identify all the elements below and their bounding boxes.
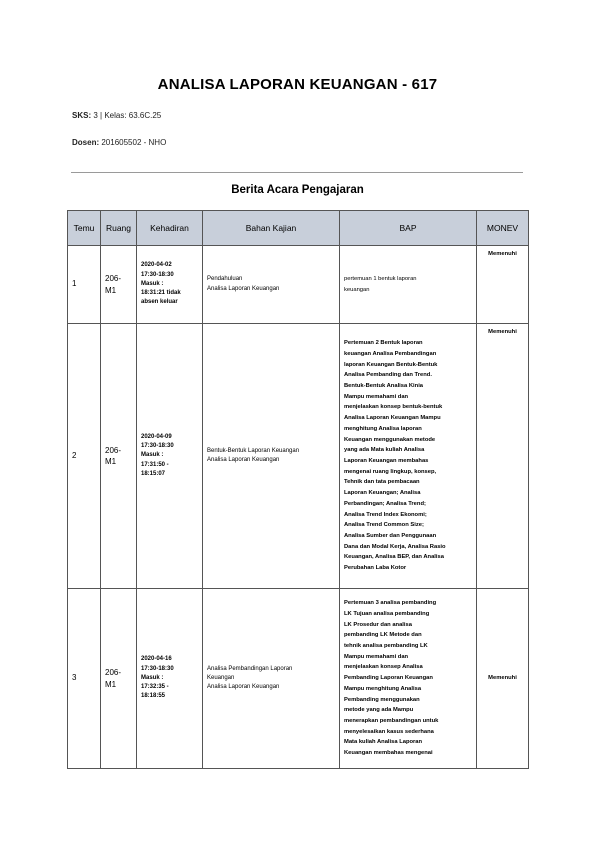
cell-ruang: 206-M1 (101, 246, 137, 324)
bap-line: Pembanding Laporan Keuangan (344, 675, 433, 682)
table-row (68, 589, 529, 769)
cell-temu: 1 (68, 246, 101, 324)
kehadiran-line: 17:30-18:30 (141, 271, 174, 278)
bap-line: Pertemuan 3 analisa pembanding (344, 600, 437, 607)
course-info (72, 111, 161, 120)
bap-line: mengenai ruang lingkup, konsep, (344, 468, 437, 475)
bap-table (67, 210, 529, 769)
cell-kehadiran (137, 589, 203, 769)
cell-monev: Memenuhi (477, 324, 529, 589)
bahan-line: Analisa Laporan Keuangan (207, 457, 280, 463)
column-header-ruang: Ruang (101, 211, 137, 246)
cell-kehadiran (137, 324, 203, 589)
bap-line: LK Prosedur dan analisa (344, 621, 412, 628)
bap-line: Keuangan membahas mengenai (344, 750, 433, 757)
kehadiran-line: 2020-04-16 (141, 656, 172, 663)
bap-line: Analisa Pembanding dan Trend. (344, 372, 432, 379)
bap-line: tehnik analisa pembanding LK (344, 642, 428, 649)
bap-line: Tehnik dan tata pembacaan (344, 479, 420, 486)
sks-label: SKS: (72, 111, 92, 120)
bap-line: Analisa Laporan Keuangan Mampu (344, 415, 441, 422)
kehadiran-line: Masuk : (141, 280, 164, 287)
column-header-kehadiran: Kehadiran (137, 211, 203, 246)
cell-ruang: 206-M1 (101, 324, 137, 589)
cell-bahan-kajian (203, 246, 340, 324)
bap-line: menjelaskan konsep Analisa (344, 664, 423, 671)
cell-monev: Memenuhi (477, 589, 529, 769)
dosen-value: 201605502 - NHO (101, 138, 167, 147)
cell-ruang: 206-M1 (101, 589, 137, 769)
bap-line: Analisa Sumber dan Penggunaan (344, 533, 437, 540)
bahan-line: Analisa Pembandingan Laporan (207, 665, 293, 672)
kehadiran-line: 18:15:07 (141, 470, 166, 477)
cell-temu: 2 (68, 324, 101, 589)
page-title: ANALISA LAPORAN KEUANGAN - 617 (157, 76, 438, 93)
bap-line: Dana dan Modal Kerja, Analisa Rasio (344, 543, 446, 550)
bap-line: Mampu menghitung Analisa (344, 685, 422, 692)
kehadiran-line: 17:31:50 - (141, 461, 169, 468)
bap-line: Analisa Trend Common Size; (344, 522, 424, 529)
kehadiran-line: Masuk : (141, 452, 164, 459)
bap-line: Analisa Trend Index Ekonomi; (344, 511, 427, 518)
bap-line: metode yang ada Mampu (344, 707, 414, 714)
cell-bap (340, 246, 477, 324)
section-title: Berita Acara Pengajaran (231, 184, 364, 196)
bap-line: Mata kuliah Analisa Laporan (344, 739, 423, 746)
table-row (68, 246, 529, 324)
kehadiran-line: 2020-04-02 (141, 262, 172, 269)
column-header-temu: Temu (68, 211, 101, 246)
bap-line: Keuangan, Analisa BEP, dan Analisa (344, 554, 444, 561)
cell-bahan-kajian (203, 589, 340, 769)
kehadiran-line: 18:31:21 tidak (141, 290, 181, 297)
bap-line: yang ada Mata kuliah Analisa (344, 447, 425, 454)
bap-line: Laporan Keuangan; Analisa (344, 490, 421, 497)
column-header-bahan-kajian: Bahan Kajian (203, 211, 340, 246)
kehadiran-line: 18:18:55 (141, 693, 166, 700)
cell-bap (340, 324, 477, 589)
kehadiran-line: absen keluar (141, 299, 178, 306)
column-header-bap: BAP (340, 211, 477, 246)
bap-line: Pembanding menggunakan (344, 696, 420, 703)
bap-line: pembanding LK Metode dan (344, 632, 422, 639)
bap-line: keuangan Analisa Pembandingan (344, 350, 437, 357)
bap-line: Mampu memahami dan (344, 393, 409, 400)
column-header-monev: MONEV (477, 211, 529, 246)
bap-line: menjelaskan konsep bentuk-bentuk (344, 404, 443, 411)
kehadiran-line: Masuk : (141, 674, 164, 681)
kehadiran-line: 17:30-18:30 (141, 665, 174, 672)
bap-line: Bentuk-Bentuk Analisa Kinia (344, 382, 424, 389)
sks-class-value: 3 | Kelas: 63.6C.25 (93, 111, 162, 120)
bap-line: Laporan Keuangan membahas (344, 458, 429, 464)
kehadiran-line: 17:30-18:30 (141, 443, 174, 450)
bap-line: menerapkan pembandingan untuk (344, 718, 439, 725)
bahan-line: Keuangan (207, 674, 235, 681)
kehadiran-line: 2020-04-09 (141, 433, 172, 440)
lecturer-info (72, 138, 166, 147)
cell-temu: 3 (68, 589, 101, 769)
table-header-row (68, 211, 529, 246)
bahan-line: Analisa Laporan Keuangan (207, 684, 280, 691)
cell-bahan-kajian (203, 324, 340, 589)
cell-bap (340, 589, 477, 769)
cell-kehadiran (137, 246, 203, 324)
bap-line: Perbandingan; Analisa Trend; (344, 500, 426, 507)
bap-line: LK Tujuan analisa pembanding (344, 610, 430, 617)
cell-monev: Memenuhi (477, 246, 529, 324)
bahan-line: Pendahuluan (207, 276, 243, 283)
bap-line: Mampu memahami dan (344, 653, 409, 660)
dosen-label: Dosen: (72, 138, 100, 147)
bap-line: Keuangan menggunakan metode (344, 436, 436, 443)
bap-line: menyelesaikan kasus sederhana (344, 728, 434, 735)
bahan-line: Bentuk-Bentuk Laporan Keuangan (207, 447, 300, 454)
bap-line: keuangan (344, 286, 370, 293)
table-row (68, 324, 529, 589)
bap-line: pertemuan 1 bentuk laporan (344, 275, 417, 282)
bap-line: laporan Keuangan Bentuk-Bentuk (344, 361, 438, 368)
divider (71, 172, 523, 173)
bahan-line: Analisa Laporan Keuangan (207, 285, 280, 292)
kehadiran-line: 17:32:35 - (141, 684, 169, 691)
bap-line: Pertemuan 2 Bentuk laporan (344, 340, 423, 347)
bap-line: Perubahan Laba Kotor (344, 565, 407, 572)
bap-line: menghitung Analisa laporan (344, 425, 422, 432)
